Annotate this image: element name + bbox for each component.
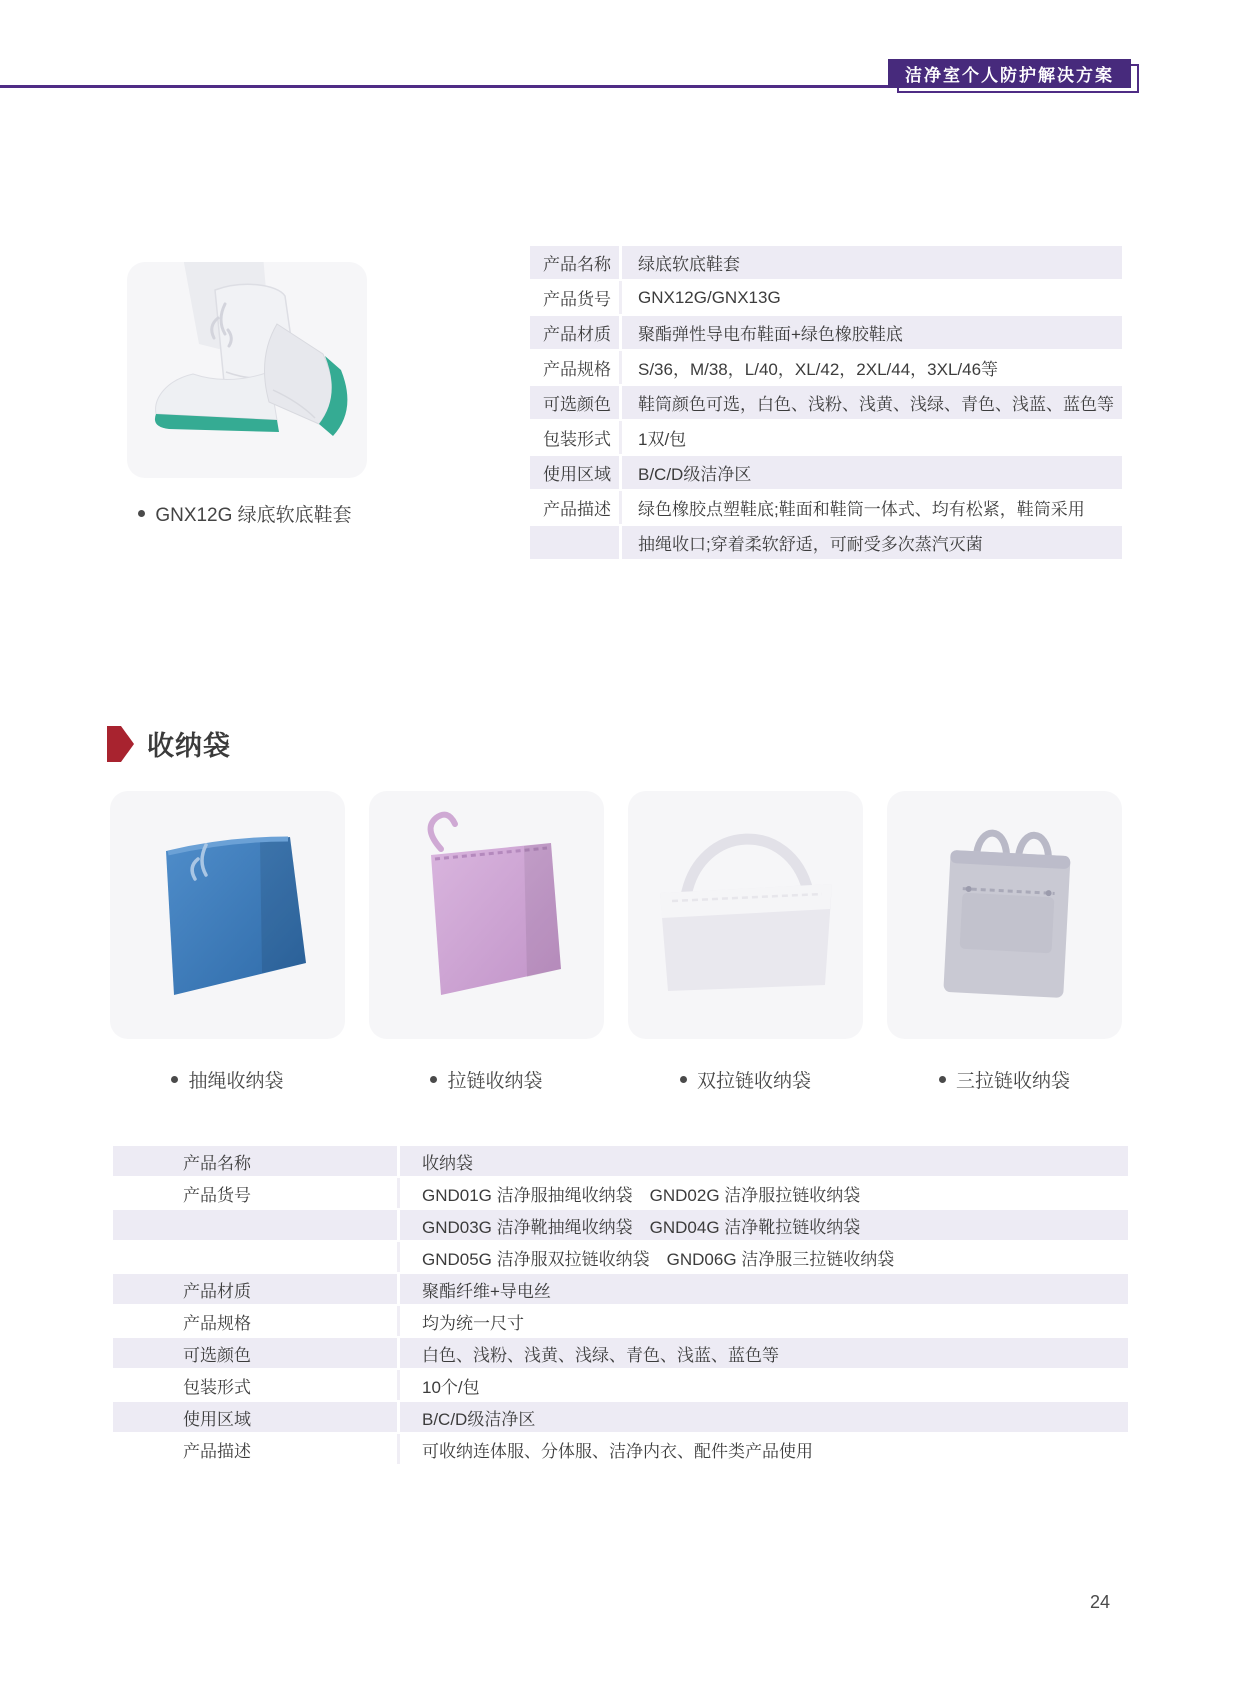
- zipper-bag-photo: [369, 791, 604, 1039]
- row-value: 白色、浅粉、浅黄、浅绿、青色、浅蓝、蓝色等: [422, 1345, 779, 1365]
- bullet-icon: [680, 1076, 687, 1083]
- row-value: 抽绳收口;穿着柔软舒适，可耐受多次蒸汽灭菌: [638, 535, 983, 554]
- row-value: 聚酯弹性导电布鞋面+绿色橡胶鞋底: [638, 325, 903, 344]
- bag-caption: [369, 1066, 604, 1093]
- bullet-icon: [939, 1076, 946, 1083]
- table-row: [113, 1338, 1128, 1368]
- row-value: 收纳袋: [422, 1153, 473, 1173]
- bullet-icon: [138, 510, 145, 517]
- row-label: 产品名称: [530, 246, 622, 279]
- shoe-cover-image: [127, 262, 367, 478]
- table-row: [113, 1146, 1128, 1176]
- table-row: [113, 1306, 1128, 1336]
- row-value: GNX12G/GNX13G: [638, 287, 781, 307]
- section-heading: [107, 724, 231, 763]
- row-label: [530, 526, 622, 559]
- row-label: [113, 1242, 400, 1272]
- row-value: 绿底软底鞋套: [638, 255, 740, 274]
- header-rule-line: [0, 85, 892, 88]
- row-value: 10个/包: [422, 1377, 480, 1397]
- table-row: [530, 456, 1122, 489]
- row-value: GND01G 洁净服抽绳收纳袋 GND02G 洁净服拉链收纳袋: [422, 1185, 861, 1205]
- table-row: [113, 1242, 1128, 1272]
- table-row: [530, 281, 1122, 314]
- shoe-cover-caption-label: GNX12G 绿底软底鞋套: [155, 505, 352, 526]
- row-value: 均为统一尺寸: [422, 1313, 524, 1333]
- bag-caption-label: 拉链收纳袋: [447, 1071, 543, 1092]
- section-title: 收纳袋: [147, 731, 231, 761]
- table-row: [113, 1210, 1128, 1240]
- bag-caption: [887, 1066, 1122, 1093]
- row-value: GND05G 洁净服双拉链收纳袋 GND06G 洁净服三拉链收纳袋: [422, 1249, 895, 1269]
- page-number: 24: [1090, 1592, 1111, 1612]
- row-value: B/C/D级洁净区: [638, 465, 752, 484]
- zipper-bag-image: [369, 791, 604, 1039]
- row-label: 产品描述: [113, 1434, 400, 1464]
- table-row: [113, 1274, 1128, 1304]
- row-value: 可收纳连体服、分体服、洁净内衣、配件类产品使用: [422, 1441, 813, 1461]
- row-label: 包装形式: [113, 1370, 400, 1400]
- row-value: B/C/D级洁净区: [422, 1409, 536, 1429]
- row-label: 产品名称: [113, 1146, 400, 1176]
- row-label: 使用区域: [113, 1402, 400, 1432]
- table-row: [530, 526, 1122, 559]
- row-label: [113, 1210, 400, 1240]
- shoe-cover-caption: [100, 500, 390, 527]
- header-badge: [888, 59, 1131, 88]
- table-row: [530, 246, 1122, 279]
- shoe-spec-table: [530, 246, 1122, 561]
- row-value: S/36，M/38，L/40，XL/42，2XL/44，3XL/46等: [638, 360, 999, 379]
- row-value: 1双/包: [638, 430, 687, 449]
- row-value: 绿色橡胶点塑鞋底;鞋面和鞋筒一体式、均有松紧，鞋筒采用: [638, 500, 1085, 519]
- row-label: 可选颜色: [113, 1338, 400, 1368]
- row-label: 产品规格: [530, 351, 622, 384]
- table-row: [530, 386, 1122, 419]
- bag-caption-label: 抽绳收纳袋: [188, 1071, 284, 1092]
- triple-zipper-bag-image: [887, 791, 1122, 1039]
- row-label: 产品货号: [113, 1178, 400, 1208]
- table-row: [530, 351, 1122, 384]
- table-row: [113, 1370, 1128, 1400]
- row-value: 聚酯纤维+导电丝: [422, 1281, 551, 1301]
- drawstring-bag-image: [110, 791, 345, 1039]
- bag-caption: [110, 1066, 345, 1093]
- table-row: [113, 1402, 1128, 1432]
- bag-spec-table: [113, 1146, 1128, 1466]
- row-label: 可选颜色: [530, 386, 622, 419]
- row-label: 产品材质: [113, 1274, 400, 1304]
- triple-zipper-bag-photo: [887, 791, 1122, 1039]
- table-row: [530, 316, 1122, 349]
- section-marker-icon: [107, 726, 134, 762]
- table-row: [530, 421, 1122, 454]
- row-label: 产品描述: [530, 491, 622, 524]
- row-label: 产品货号: [530, 281, 622, 314]
- table-row: [113, 1434, 1128, 1464]
- row-label: 产品规格: [113, 1306, 400, 1336]
- table-row: [113, 1178, 1128, 1208]
- row-value: GND03G 洁净靴抽绳收纳袋 GND04G 洁净靴拉链收纳袋: [422, 1217, 861, 1237]
- table-row: [530, 491, 1122, 524]
- drawstring-bag-photo: [110, 791, 345, 1039]
- bag-caption-label: 双拉链收纳袋: [696, 1071, 811, 1092]
- bag-caption: [628, 1066, 863, 1093]
- bullet-icon: [171, 1076, 178, 1083]
- bag-caption-label: 三拉链收纳袋: [955, 1071, 1070, 1092]
- row-label: 使用区域: [530, 456, 622, 489]
- row-label: 产品材质: [530, 316, 622, 349]
- header-badge-label: 洁净室个人防护解决方案: [905, 66, 1114, 85]
- row-value: 鞋筒颜色可选，白色、浅粉、浅黄、浅绿、青色、浅蓝、蓝色等: [638, 395, 1114, 414]
- row-label: 包装形式: [530, 421, 622, 454]
- bullet-icon: [430, 1076, 437, 1083]
- double-zipper-bag-image: [628, 791, 863, 1039]
- shoe-cover-photo: [127, 262, 367, 478]
- double-zipper-bag-photo: [628, 791, 863, 1039]
